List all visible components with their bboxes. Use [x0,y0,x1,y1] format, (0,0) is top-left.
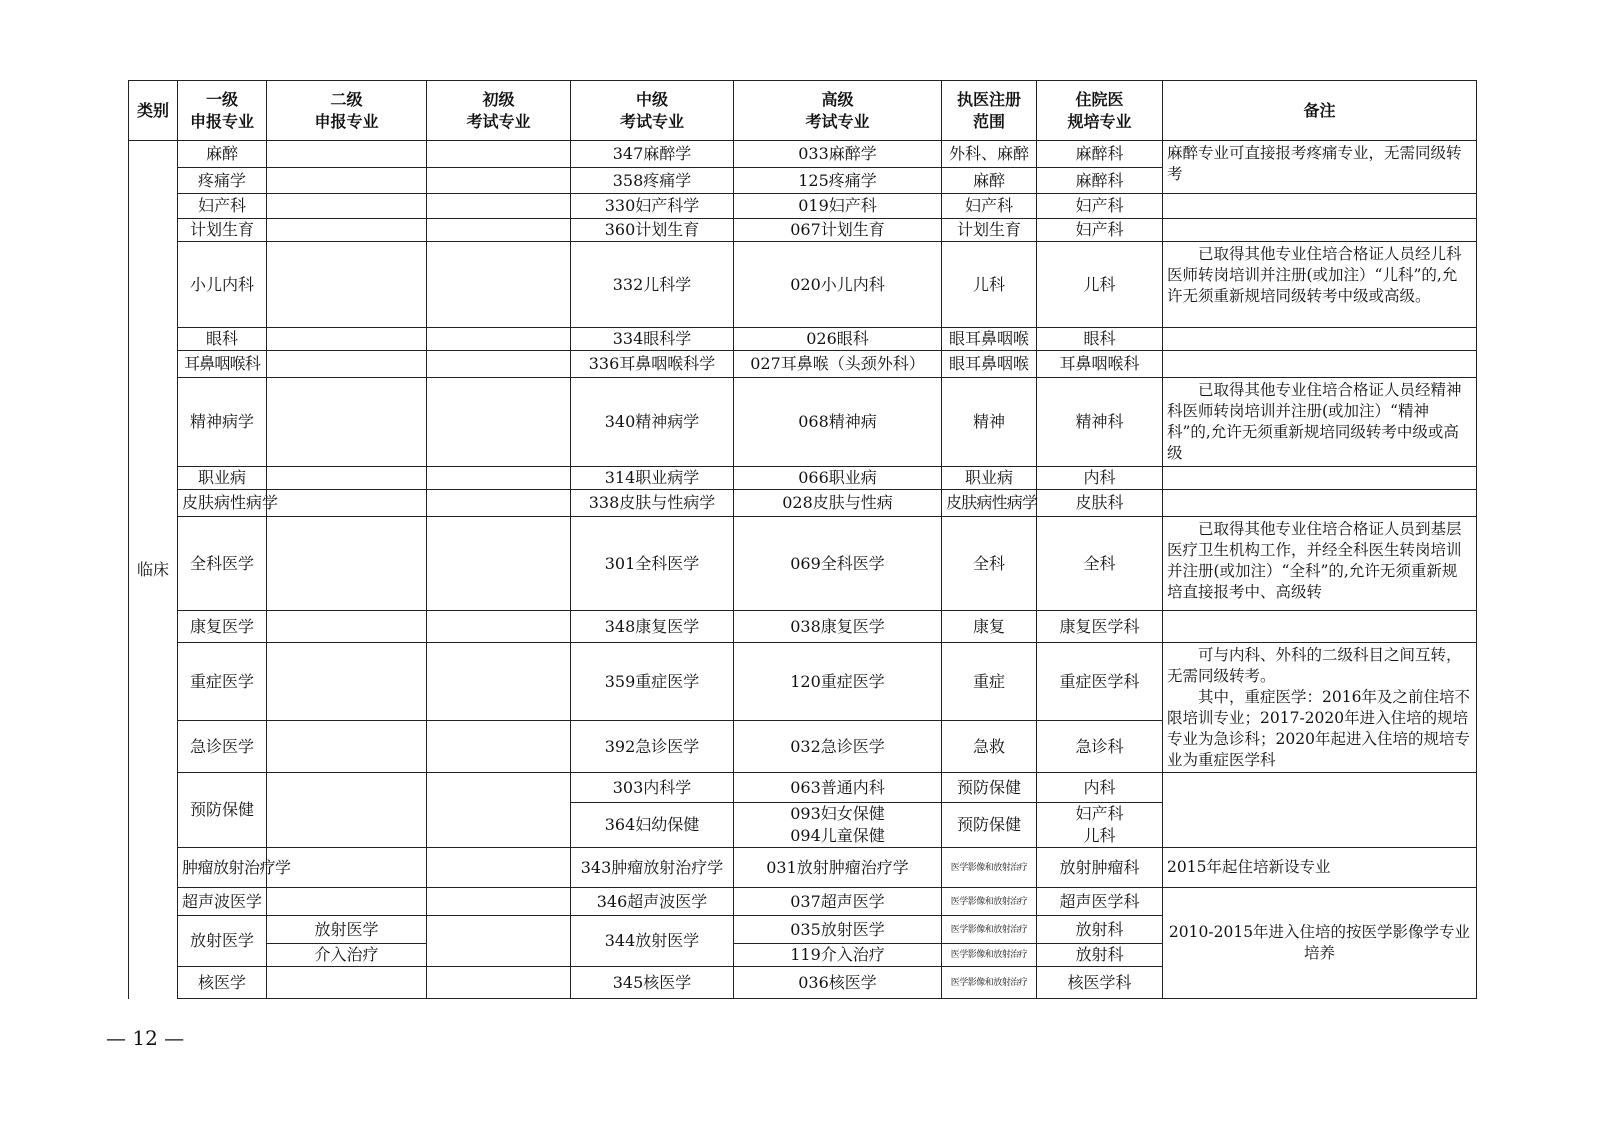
senior-cell: 027耳鼻喉（头颈外科） [734,351,942,378]
residency-cell: 放射肿瘤科 [1037,848,1163,888]
table-row [129,219,1477,242]
junior-cell [427,517,571,611]
level2-cell [267,967,427,999]
header-residency: 住院医 规培专业 [1037,81,1163,141]
table-row [129,773,1477,803]
senior-cell: 032急诊医学 [734,721,942,773]
level2-cell [267,517,427,611]
license-cell: 眼耳鼻咽喉 [942,328,1037,351]
note-empty [1163,773,1477,848]
license-cell: 计划生育 [942,219,1037,242]
table-row [129,888,1477,916]
header-middle: 中级 考试专业 [571,81,734,141]
residency-cell: 妇产科 儿科 [1037,803,1163,848]
middle-cell: 359重症医学 [571,643,734,721]
header-license: 执医注册 范围 [942,81,1037,141]
residency-cell: 妇产科 [1037,194,1163,219]
residency-cell: 康复医学科 [1037,611,1163,643]
category-cell: 临床 [129,141,178,999]
junior-cell [427,490,571,517]
residency-cell: 皮肤科 [1037,490,1163,517]
middle-cell: 360计划生育 [571,219,734,242]
license-cell: 医学影像和放射治疗 [942,944,1037,967]
table-row [129,351,1477,378]
license-cell: 职业病 [942,467,1037,490]
middle-cell: 348康复医学 [571,611,734,643]
senior-cell: 093妇女保健 094儿童保健 [734,803,942,848]
level2-cell [267,721,427,773]
note-general-practice: 已取得其他专业住培合格证人员到基层医疗卫生机构工作，并经全科医生转岗培训并注册(或加注）“全科”的,允许无须重新规培直接报考中、高级转 [1163,517,1477,611]
note-empty [1163,351,1477,378]
residency-cell: 放射科 [1037,916,1163,944]
level2-cell: 介入治疗 [267,944,427,967]
level2-cell [267,219,427,242]
license-cell: 康复 [942,611,1037,643]
senior-cell: 120重症医学 [734,643,942,721]
header-category: 类别 [129,81,178,141]
junior-cell [427,219,571,242]
senior-cell: 119介入治疗 [734,944,942,967]
middle-cell: 343肿瘤放射治疗学 [571,848,734,888]
junior-cell [427,168,571,194]
level2-cell [267,141,427,168]
level1-cell: 放射医学 [178,916,267,967]
level2-cell: 放射医学 [267,916,427,944]
middle-cell: 314职业病学 [571,467,734,490]
level1-cell: 急诊医学 [178,721,267,773]
level2-cell [267,194,427,219]
residency-cell: 内科 [1037,467,1163,490]
license-cell: 眼耳鼻咽喉 [942,351,1037,378]
junior-cell [427,611,571,643]
note-empty [1163,328,1477,351]
residency-cell: 放射科 [1037,944,1163,967]
junior-cell [427,194,571,219]
level1-cell: 皮肤病性病学 [178,490,267,517]
license-cell: 医学影像和放射治疗 [942,888,1037,916]
specialty-table [128,80,1477,999]
level1-cell: 小儿内科 [178,242,267,328]
middle-cell: 334眼科学 [571,328,734,351]
header-level2: 二级 申报专业 [267,81,427,141]
level2-cell [267,242,427,328]
senior-cell: 026眼科 [734,328,942,351]
senior-cell: 033麻醉学 [734,141,942,168]
level1-cell: 精神病学 [178,378,267,467]
header-level1: 一级 申报专业 [178,81,267,141]
senior-cell: 069全科医学 [734,517,942,611]
residency-cell: 核医学科 [1037,967,1163,999]
level1-cell: 眼科 [178,328,267,351]
junior-cell [427,916,571,967]
junior-cell [427,242,571,328]
license-cell: 妇产科 [942,194,1037,219]
middle-cell: 345核医学 [571,967,734,999]
level1-cell: 计划生育 [178,219,267,242]
note-anesthesia: 麻醉专业可直接报考疼痛专业，无需同级转考 [1163,141,1477,194]
table-row [129,141,1477,168]
level1-cell: 预防保健 [178,773,267,848]
table-row [129,328,1477,351]
license-cell: 预防保健 [942,773,1037,803]
residency-cell: 内科 [1037,773,1163,803]
license-cell: 麻醉 [942,168,1037,194]
senior-cell: 038康复医学 [734,611,942,643]
residency-cell: 眼科 [1037,328,1163,351]
table-row [129,490,1477,517]
table-row [129,848,1477,888]
level2-cell [267,773,427,848]
middle-cell: 340精神病学 [571,378,734,467]
senior-cell: 031放射肿瘤治疗学 [734,848,942,888]
level2-cell [267,351,427,378]
residency-cell: 全科 [1037,517,1163,611]
note-psychiatry: 已取得其他专业住培合格证人员经精神科医师转岗培训并注册(或加注）“精神科”的,允许无须重新规培同级转考中级或高级 [1163,378,1477,467]
senior-cell: 036核医学 [734,967,942,999]
senior-cell: 068精神病 [734,378,942,467]
license-cell: 儿科 [942,242,1037,328]
middle-cell: 346超声波医学 [571,888,734,916]
table-row [129,467,1477,490]
note-empty [1163,467,1477,490]
senior-cell: 063普通内科 [734,773,942,803]
level1-cell: 全科医学 [178,517,267,611]
note-empty [1163,611,1477,643]
level1-cell: 康复医学 [178,611,267,643]
level2-cell [267,168,427,194]
header-junior: 初级 考试专业 [427,81,571,141]
senior-cell: 037超声医学 [734,888,942,916]
junior-cell [427,643,571,721]
residency-cell: 麻醉科 [1037,141,1163,168]
residency-cell: 重症医学科 [1037,643,1163,721]
level2-cell [267,467,427,490]
senior-cell: 035放射医学 [734,916,942,944]
note-empty [1163,219,1477,242]
table-row [129,643,1477,721]
junior-cell [427,351,571,378]
level1-cell: 肿瘤放射治疗学 [178,848,267,888]
note-critical-care: 可与内科、外科的二级科目之间互转，无需同级转考。 其中，重症医学：2016年及之前住培不限培训专业；2017-2020年进入住培的规培专业为急诊科；2020年起进入住培的规培专业为重症医学科 [1163,643,1477,773]
middle-cell: 364妇幼保健 [571,803,734,848]
license-cell: 精神 [942,378,1037,467]
header-row [129,81,1477,141]
level1-cell: 核医学 [178,967,267,999]
table-row [129,378,1477,467]
table-row [129,194,1477,219]
note-medical-imaging: 2010-2015年进入住培的按医学影像学专业培养 [1163,888,1477,999]
senior-cell: 066职业病 [734,467,942,490]
junior-cell [427,888,571,916]
license-cell: 医学影像和放射治疗 [942,916,1037,944]
senior-cell: 020小儿内科 [734,242,942,328]
senior-cell: 019妇产科 [734,194,942,219]
license-cell: 全科 [942,517,1037,611]
middle-cell: 336耳鼻咽喉科学 [571,351,734,378]
senior-cell: 067计划生育 [734,219,942,242]
license-cell: 医学影像和放射治疗 [942,848,1037,888]
table-row [129,242,1477,328]
license-cell: 外科、麻醉 [942,141,1037,168]
middle-cell: 344放射医学 [571,916,734,967]
residency-cell: 精神科 [1037,378,1163,467]
residency-cell: 麻醉科 [1037,168,1163,194]
junior-cell [427,141,571,168]
license-cell: 医学影像和放射治疗 [942,967,1037,999]
level2-cell [267,328,427,351]
note-empty [1163,490,1477,517]
level1-cell: 职业病 [178,467,267,490]
middle-cell: 303内科学 [571,773,734,803]
middle-cell: 338皮肤与性病学 [571,490,734,517]
middle-cell: 330妇产科学 [571,194,734,219]
level2-cell [267,490,427,517]
middle-cell: 358疼痛学 [571,168,734,194]
level2-cell [267,378,427,467]
level1-cell: 妇产科 [178,194,267,219]
note-radiotherapy: 2015年起住培新设专业 [1163,848,1477,888]
note-empty [1163,194,1477,219]
header-remarks: 备注 [1163,81,1477,141]
table-row [129,611,1477,643]
table-row [129,517,1477,611]
license-cell: 皮肤病性病学 [942,490,1037,517]
middle-cell: 347麻醉学 [571,141,734,168]
residency-cell: 超声医学科 [1037,888,1163,916]
middle-cell: 332儿科学 [571,242,734,328]
junior-cell [427,848,571,888]
senior-cell: 028皮肤与性病 [734,490,942,517]
junior-cell [427,721,571,773]
level2-cell [267,611,427,643]
middle-cell: 392急诊医学 [571,721,734,773]
junior-cell [427,467,571,490]
level1-cell: 超声波医学 [178,888,267,916]
level2-cell [267,888,427,916]
license-cell: 急救 [942,721,1037,773]
license-cell: 预防保健 [942,803,1037,848]
license-cell: 重症 [942,643,1037,721]
junior-cell [427,328,571,351]
senior-cell: 125疼痛学 [734,168,942,194]
level2-cell [267,643,427,721]
level1-cell: 麻醉 [178,141,267,168]
residency-cell: 妇产科 [1037,219,1163,242]
middle-cell: 301全科医学 [571,517,734,611]
junior-cell [427,773,571,848]
residency-cell: 儿科 [1037,242,1163,328]
level1-cell: 疼痛学 [178,168,267,194]
residency-cell: 急诊科 [1037,721,1163,773]
page-number: — 12 — [106,1026,185,1050]
level1-cell: 重症医学 [178,643,267,721]
header-senior: 高级 考试专业 [734,81,942,141]
residency-cell: 耳鼻咽喉科 [1037,351,1163,378]
note-pediatrics: 已取得其他专业住培合格证人员经儿科医师转岗培训并注册(或加注）“儿科”的,允许无须重新规培同级转考中级或高级。 [1163,242,1477,328]
level1-cell: 耳鼻咽喉科 [178,351,267,378]
junior-cell [427,967,571,999]
junior-cell [427,378,571,467]
